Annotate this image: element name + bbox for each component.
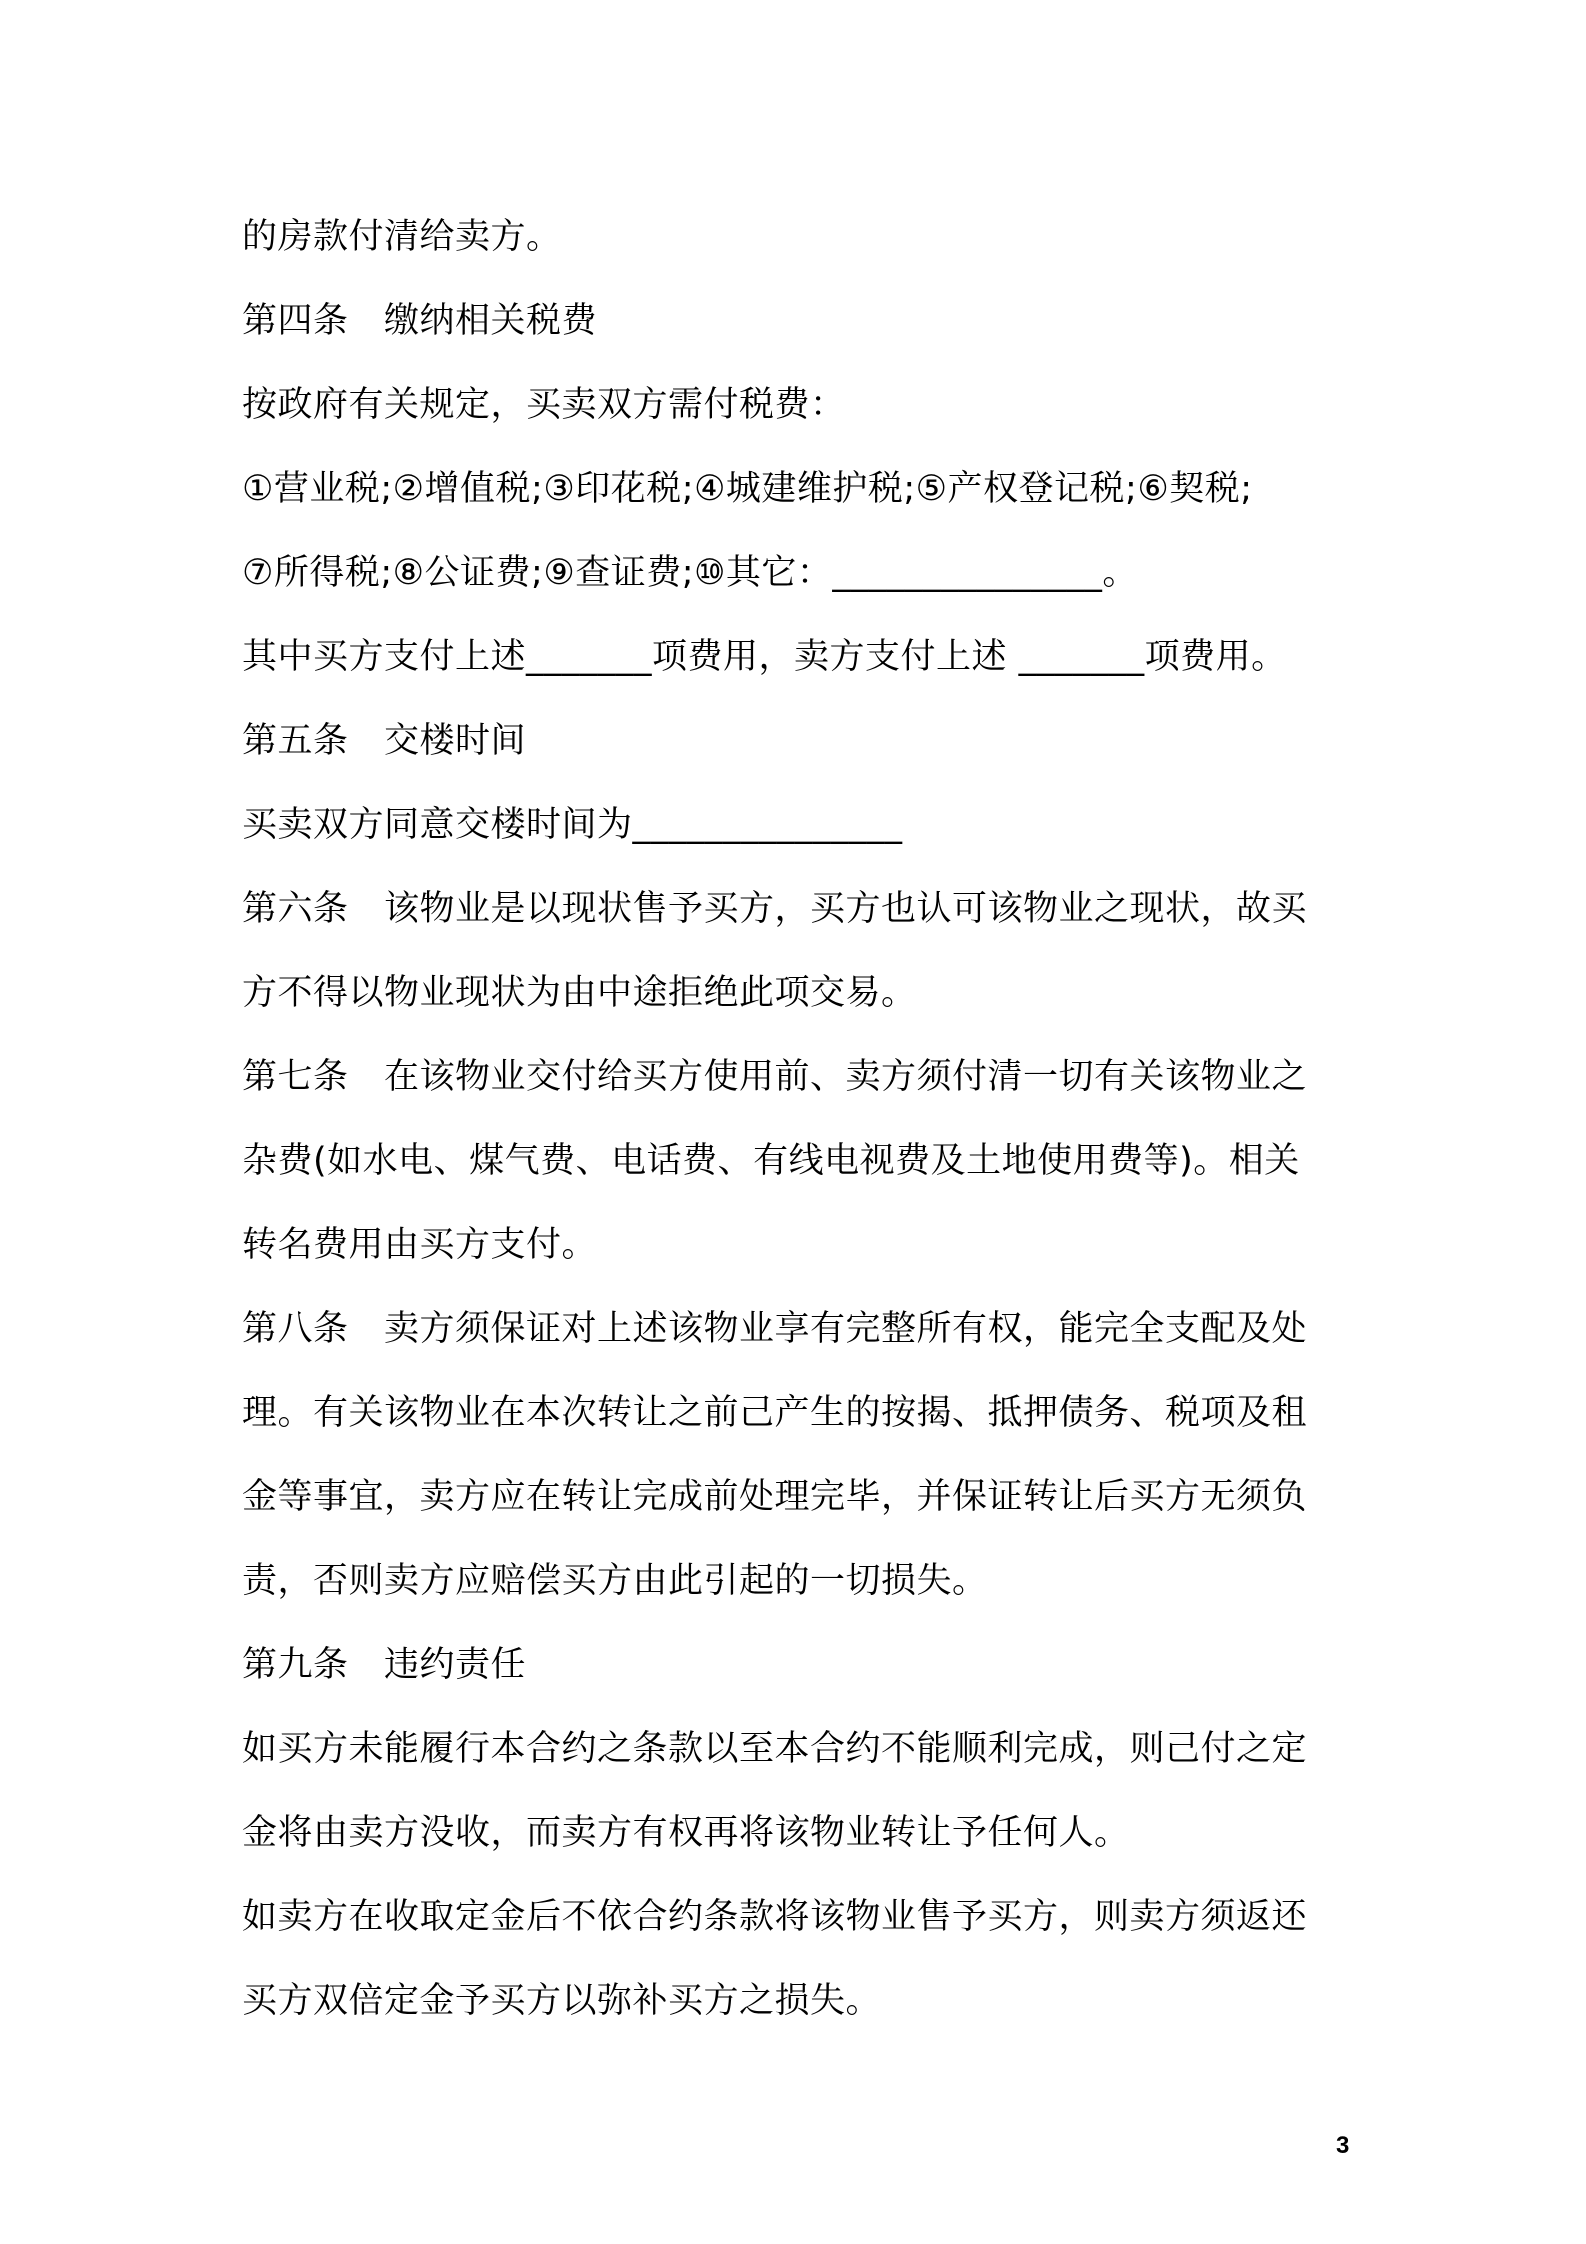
article-heading: 第九条 违约责任	[242, 1645, 527, 1685]
text-line: 买方双倍定金予买方以弥补买方之损失。	[242, 1981, 882, 2021]
text-line: 如卖方在收取定金后不依合约条款将该物业售予买方，则卖方须返还	[242, 1897, 1308, 1937]
article-heading: 第八条 卖方须保证对上述该物业享有完整所有权，能完全支配及处	[242, 1309, 1308, 1349]
text-line: 转名费用由买方支付。	[242, 1225, 598, 1265]
text-line: ⑦所得税;⑧公证费;⑨查证费;⑩其它：_______________。	[242, 553, 1138, 593]
article-heading: 第五条 交楼时间	[242, 721, 527, 761]
text-line: 杂费(如水电、煤气费、电话费、有线电视费及土地使用费等)。相关	[242, 1141, 1300, 1181]
article-heading: 第七条 在该物业交付给买方使用前、卖方须付清一切有关该物业之	[242, 1057, 1308, 1097]
text-line: 金等事宜，卖方应在转让完成前处理完毕，并保证转让后买方无须负	[242, 1477, 1308, 1517]
document-body	[242, 195, 1362, 2043]
text-line: 买卖双方同意交楼时间为_______________	[242, 805, 903, 845]
text-line: 方不得以物业现状为由中途拒绝此项交易。	[242, 973, 917, 1013]
text-line: 如买方未能履行本合约之条款以至本合约不能顺利完成，则己付之定	[242, 1729, 1308, 1769]
article-heading: 第六条 该物业是以现状售予买方，买方也认可该物业之现状，故买	[242, 889, 1308, 929]
page-number: 3	[1336, 2132, 1350, 2159]
text-line: ①营业税;②增值税;③印花税;④城建维护税;⑤产权登记税;⑥契税;	[242, 469, 1253, 509]
text-line: 理。有关该物业在本次转让之前己产生的按揭、抵押债务、税项及租	[242, 1393, 1308, 1433]
article-heading: 第四条 缴纳相关税费	[242, 301, 598, 341]
text-line: 金将由卖方没收，而卖方有权再将该物业转让予任何人。	[242, 1813, 1130, 1853]
text-line: 的房款付清给卖方。	[242, 217, 562, 257]
text-line: 责，否则卖方应赔偿买方由此引起的一切损失。	[242, 1561, 988, 1601]
text-line: 其中买方支付上述_______项费用，卖方支付上述 _______项费用。	[242, 637, 1287, 677]
text-line: 按政府有关规定，买卖双方需付税费：	[242, 385, 846, 425]
